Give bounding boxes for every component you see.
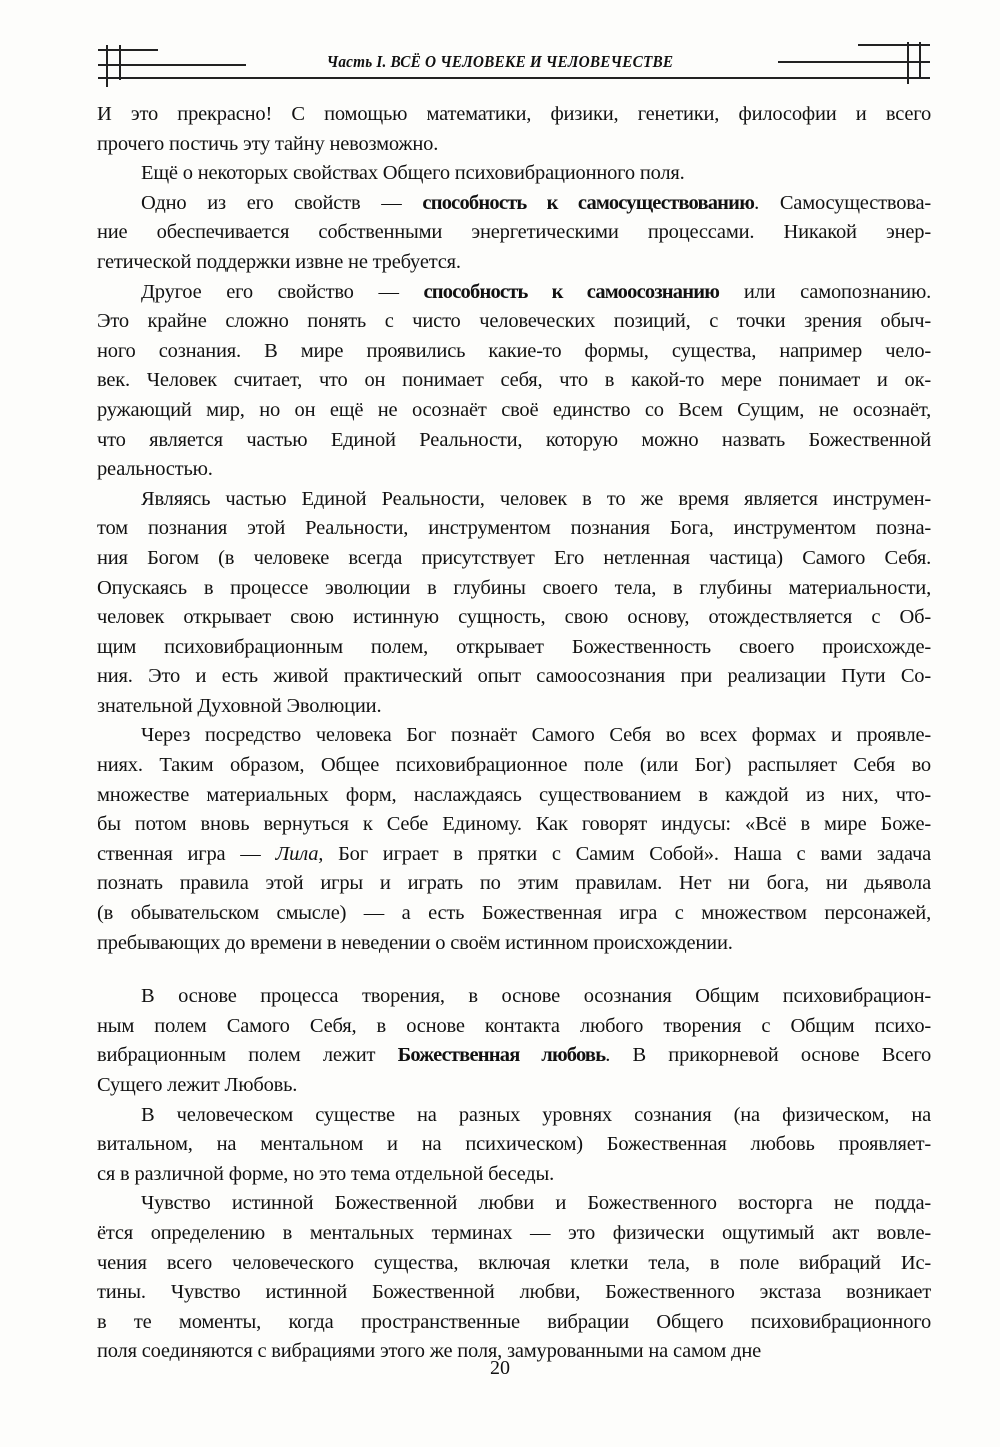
text-line [97, 1219, 931, 1249]
page-number: 20 [490, 1357, 510, 1379]
text-line [97, 781, 931, 811]
text-run: ного сознания. В мире проявились какие-то формы, существа, например чело- [97, 339, 931, 362]
text-run: ружающий мир, но он ещё не осознаёт своё единство со Всем Сущим, не осознаёт, [97, 398, 931, 421]
text-line [97, 1249, 931, 1279]
text-run: познать правила этой игры и играть по этим правилам. Нет ни бога, ни дьявола [97, 872, 931, 895]
text-run: прочего постичь эту тайну невозможно. [97, 132, 439, 155]
text-line [97, 455, 931, 485]
text-line [97, 603, 931, 633]
paragraph [97, 278, 931, 485]
header-rule [98, 77, 930, 79]
text-line [97, 1278, 931, 1308]
paragraph [97, 1189, 931, 1367]
text-line [97, 396, 931, 426]
text-run: ния Богом (в человеке всегда присутствует Его нетленная частица) Самого Себя. [97, 546, 931, 569]
text-line [97, 692, 931, 722]
text-line [97, 189, 931, 219]
text-line [97, 982, 931, 1012]
text-run: ниях. Таким образом, Общее психовибрационное поле (или Бог) распыляет Себя во [97, 754, 931, 777]
text-line [97, 426, 931, 456]
text-line [97, 307, 931, 337]
text-line [97, 248, 931, 278]
italic-term: Лила, [275, 842, 324, 865]
text-run: ным полем Самого Себя, в основе контакта любого творения с Общим психо- [97, 1014, 931, 1037]
text-line [97, 929, 931, 959]
text-run: Через посредство человека Бог познаёт Самого Себя во всех формах и проявле- [141, 724, 931, 747]
text-line [97, 1308, 931, 1338]
text-run: Являясь частью Единой Реальности, человек в то же время является инструмен- [141, 487, 931, 510]
bold-term: способность к самосуществованию [422, 191, 755, 214]
text-line [97, 751, 931, 781]
text-line [97, 574, 931, 604]
text-run: ственная игра — [97, 842, 276, 865]
text-line [97, 721, 931, 751]
text-run: Сущего лежит Любовь. [97, 1074, 298, 1096]
text-run: Другое его свойство — [141, 280, 424, 303]
text-run: поля соединяются с вибрациями этого же поля, замурованными на самом дне [97, 1340, 762, 1363]
paragraph [97, 485, 931, 722]
text-run: знательной Духовной Эволюции. [97, 694, 382, 717]
text-line [97, 1012, 931, 1042]
paragraph [97, 982, 931, 1100]
text-line [97, 1101, 931, 1131]
text-line [97, 1130, 931, 1160]
text-run: В человеческом существе на разных уровнях сознания (на физическом, на [141, 1103, 931, 1126]
text-run: витальном, на ментальном и на психическом) Божественная любовь проявляет- [97, 1133, 931, 1156]
text-run: бы потом вновь вернуться к Себе Единому. Как говорят индусы: «Всё в мире Боже- [97, 813, 931, 836]
text-run: множестве материальных форм, наслаждаясь существованием в каждой из них, что- [97, 783, 931, 806]
text-run: в те моменты, когда пространственные вибрации Общего психовибрационного [97, 1310, 931, 1333]
text-run: И это прекрасно! С помощью математики, физики, генетики, философии и всего [97, 103, 931, 125]
text-line [97, 869, 931, 899]
text-run: вибрационным полем лежит [97, 1044, 398, 1067]
paragraph [97, 159, 931, 189]
text-line [97, 100, 931, 130]
text-run: ся в различной форме, но это тема отдельной беседы. [97, 1162, 555, 1185]
running-header [0, 42, 1000, 92]
text-line [97, 159, 931, 189]
text-line [97, 337, 931, 367]
text-line [97, 662, 931, 692]
text-run: Опускаясь в процессе эволюции в глубины своего тела, в глубины материальности, [97, 576, 931, 599]
text-run: ние обеспечивается собственными энергетическими процессами. Никакой энер- [97, 221, 931, 244]
header-title: Часть I. ВСЁ О ЧЕЛОВЕКЕ И ЧЕЛОВЕЧЕСТВЕ [326, 52, 674, 71]
page-body-text [97, 100, 931, 1367]
text-run: тины. Чувство истинной Божественной любви, Божественного экстаза возникает [97, 1281, 931, 1304]
text-line [97, 366, 931, 396]
text-line [97, 633, 931, 663]
text-run: . Самосуществова- [754, 191, 931, 214]
text-line [97, 1041, 931, 1071]
text-run: Это крайне сложно понять с чисто человеческих позиций, с точки зрения обыч- [97, 310, 931, 333]
text-line [97, 544, 931, 574]
paragraph-gap [97, 958, 931, 982]
text-run: ётся определению в ментальных терминах — это физически ощутимый акт вовле- [97, 1221, 931, 1244]
text-run: том познания этой Реальности, инструментом познания Бога, инструментом позна- [97, 517, 931, 540]
text-line [97, 278, 931, 308]
text-run: или самопознанию. [719, 280, 931, 303]
text-line [97, 485, 931, 515]
text-line [97, 1071, 931, 1101]
text-run: щим психовибрационным полем, открывает Божественность своего происхожде- [97, 635, 931, 658]
paragraph [97, 721, 931, 958]
text-run: век. Человек считает, что он понимает себя, что в какой-то мере понимает и ок- [97, 369, 931, 392]
text-line [97, 840, 931, 870]
text-line [97, 130, 931, 160]
paragraph [97, 189, 931, 278]
text-run: чения всего человеческого существа, включая клетки тела, в поле вибраций Ис- [97, 1251, 931, 1274]
text-run: ния. Это и есть живой практический опыт самоосознания при реализации Пути Со- [97, 665, 931, 688]
bold-term: Божественная любовь [397, 1044, 606, 1067]
text-line [97, 810, 931, 840]
text-run: Ещё о некоторых свойствах Общего психовибрационного поля. [141, 162, 685, 185]
text-run: Бог играет в прятки с Самим Собой». Наша с вами задача [323, 842, 931, 865]
text-run: что является частью Единой Реальности, которую можно назвать Божественной [97, 428, 931, 451]
bold-term: способность к самоосознанию [423, 280, 720, 303]
text-line [97, 899, 931, 929]
text-line [97, 1160, 931, 1190]
text-run: В основе процесса творения, в основе осознания Общим психовибрацион- [141, 985, 931, 1008]
paragraph [97, 100, 931, 159]
paragraph [97, 1101, 931, 1190]
text-run: пребывающих до времени в неведении о своём истинном происхождении. [97, 931, 733, 954]
text-run: гетической поддержки извне не требуется. [97, 250, 461, 273]
text-line [97, 514, 931, 544]
text-line [97, 1189, 931, 1219]
text-run: (в обывательском смысле) — а есть Божественная игра с множеством персонажей, [97, 902, 931, 925]
text-run: Чувство истинной Божественной любви и Божественного восторга не подда- [141, 1192, 931, 1215]
text-run: человек открывает свою истинную сущность, свою основу, отождествляется с Об- [97, 606, 931, 629]
text-run: Одно из его свойств — [141, 191, 423, 214]
text-run: . В прикорневой основе Всего [605, 1044, 932, 1067]
text-run: реальностью. [97, 458, 213, 481]
text-line [97, 218, 931, 248]
